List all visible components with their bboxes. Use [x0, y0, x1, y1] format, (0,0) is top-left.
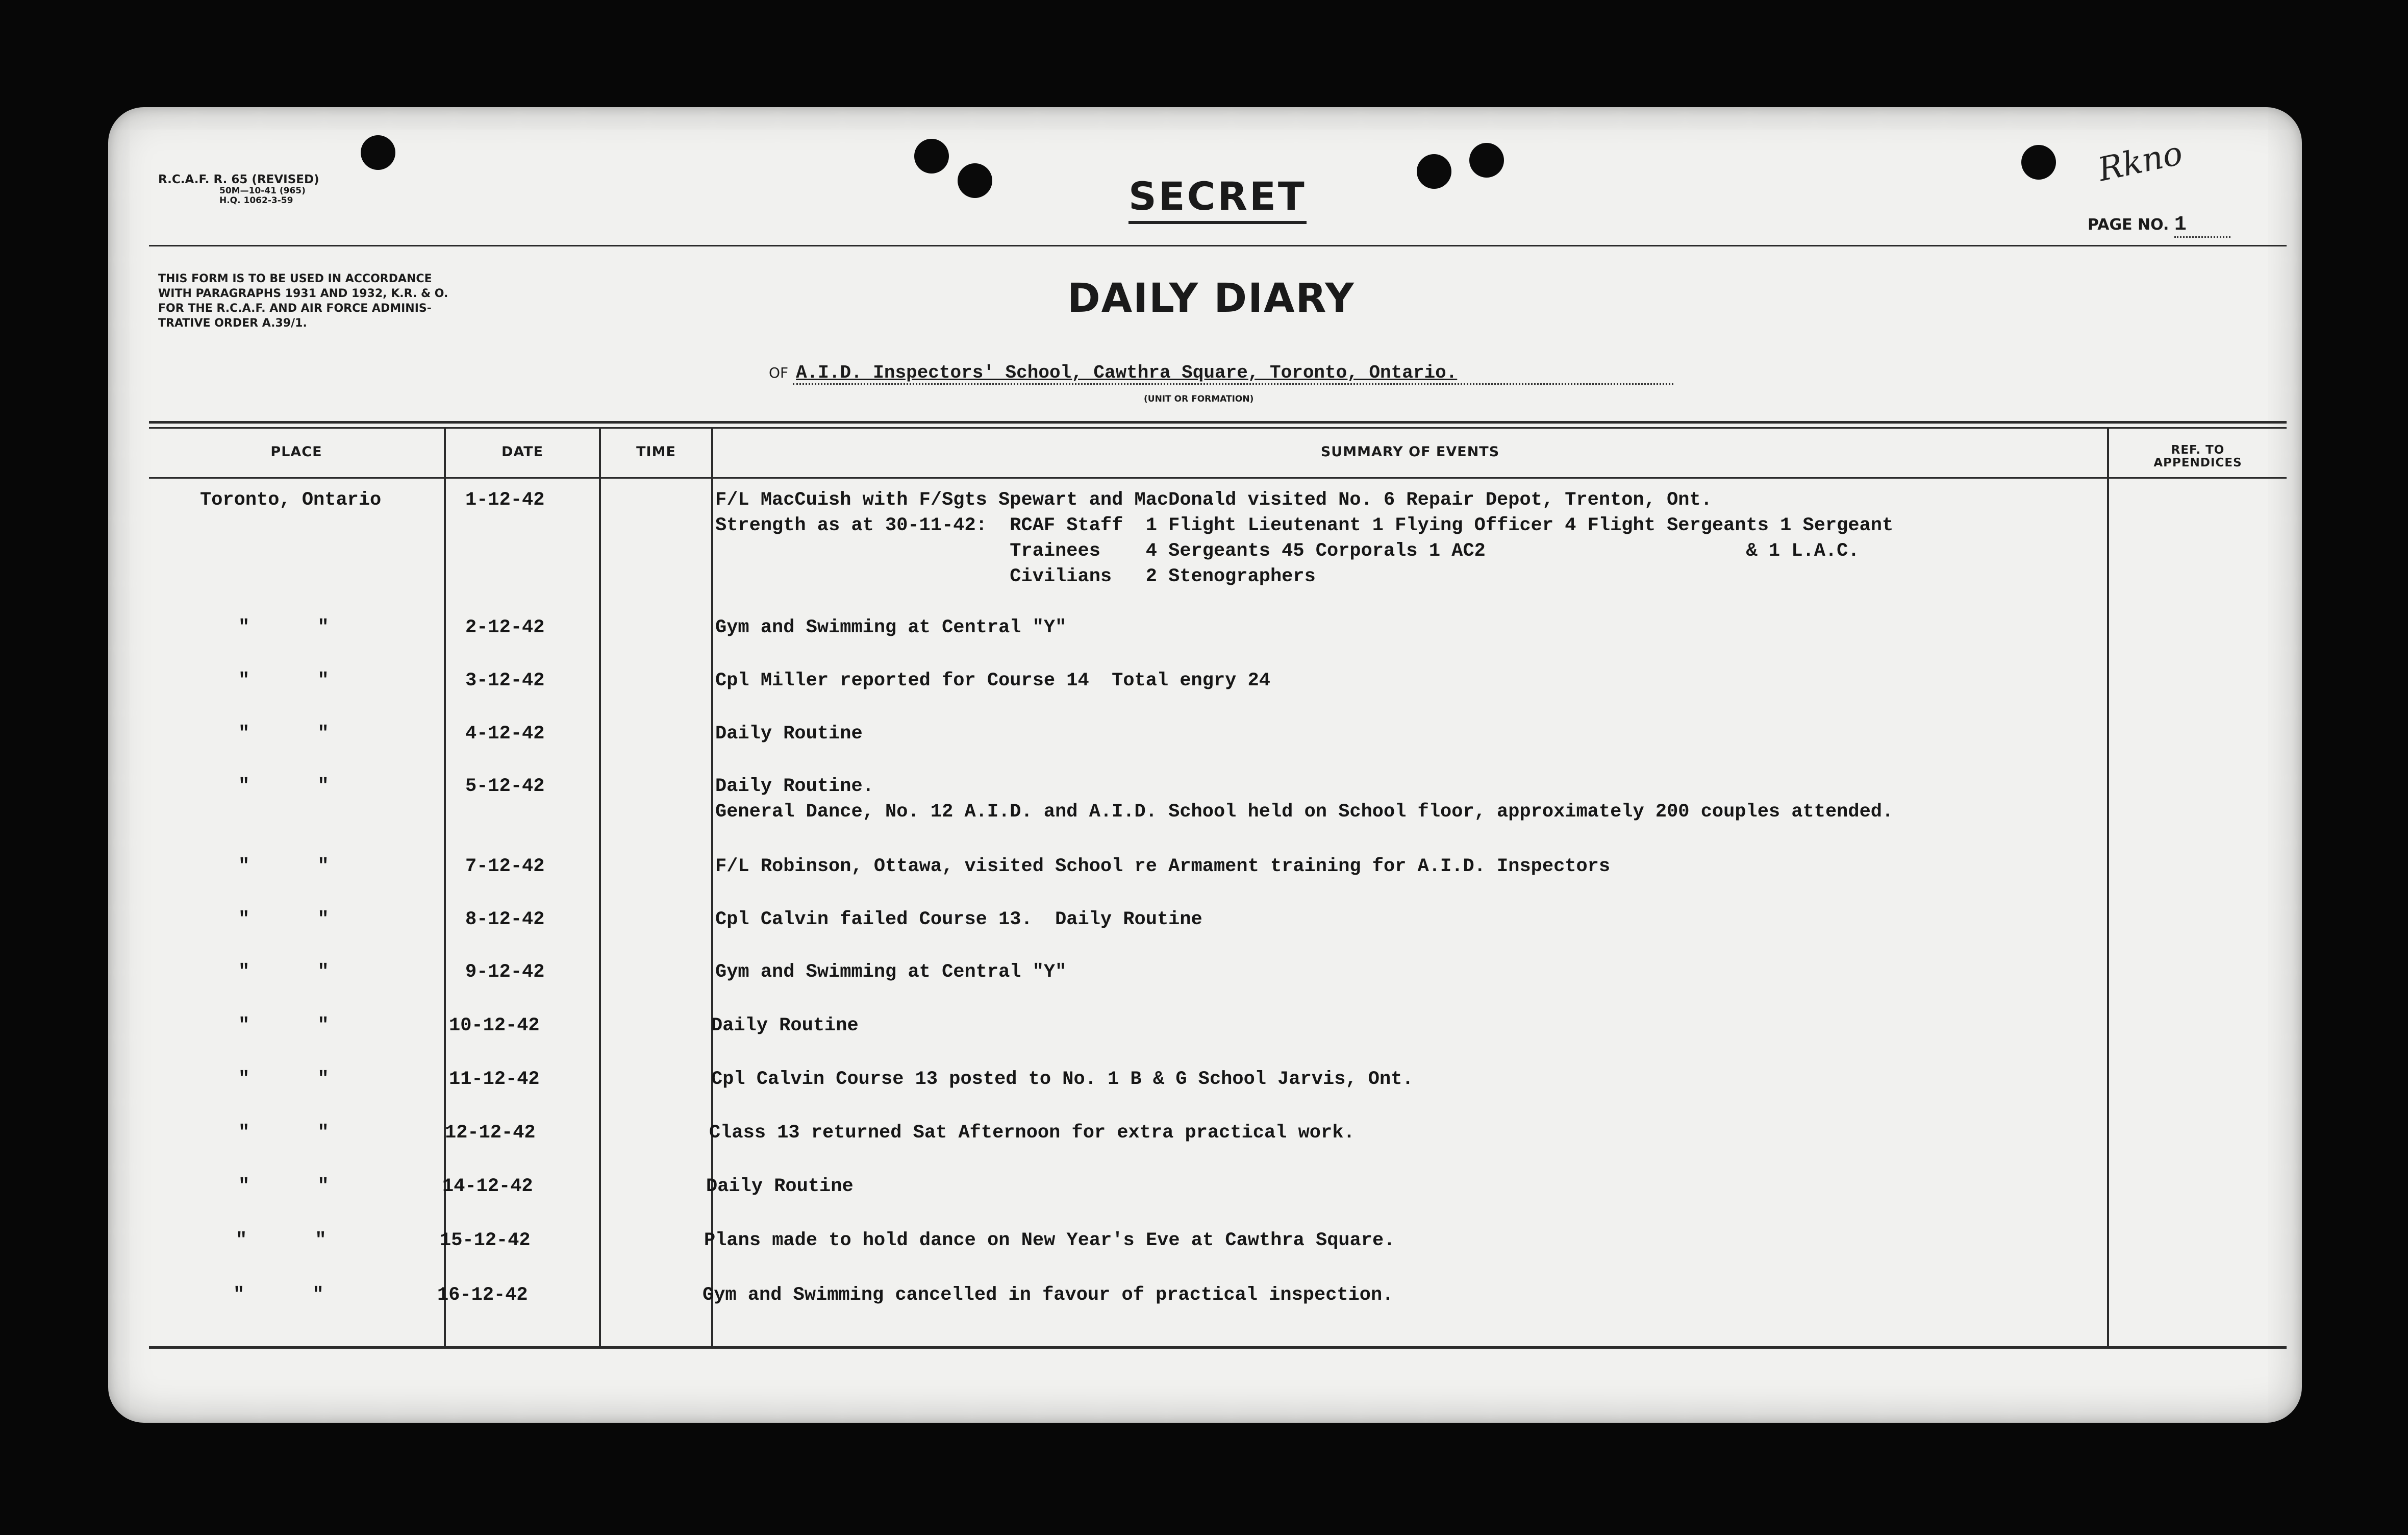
column-divider: [711, 429, 713, 1346]
entry-place: " ": [238, 909, 329, 930]
entry-place: " ": [238, 1176, 329, 1197]
entry-place: " ": [233, 1284, 324, 1306]
entry-summary: Cpl Calvin Course 13 posted to No. 1 B & G School Jarvis, Ont.: [711, 1069, 1414, 1090]
entry-date: 16-12-42: [437, 1284, 528, 1306]
column-header-date: DATE: [501, 444, 544, 460]
entry-place: " ": [238, 1015, 329, 1036]
entry-summary: Gym and Swimming at Central "Y": [715, 961, 1067, 983]
entry-summary: Trainees 4 Sergeants 45 Corporals 1 AC2 & 1 L.A.C.: [715, 540, 1860, 562]
entry-summary: F/L Robinson, Ottawa, visited School re Armament training for A.I.D. Inspectors: [715, 856, 1611, 877]
entry-place: " ": [238, 723, 329, 745]
entry-date: 3-12-42: [465, 670, 545, 691]
unit-name: A.I.D. Inspectors' School, Cawthra Square, Toronto, Ontario.: [793, 362, 1673, 385]
unit-line: OF A.I.D. Inspectors' School, Cawthra Square, Toronto, Ontario.: [769, 362, 1673, 385]
entry-summary: Plans made to hold dance on New Year's Eve at Cawthra Square.: [704, 1230, 1395, 1251]
column-divider: [2107, 429, 2109, 1346]
entry-place: " ": [238, 961, 329, 983]
table-bottom-rule: [149, 1346, 2287, 1349]
column-header-summary: SUMMARY OF EVENTS: [1320, 444, 1500, 460]
punch-hole: [2021, 145, 2056, 180]
entry-summary: Cpl Calvin failed Course 13. Daily Routine: [715, 909, 1202, 930]
entry-date: 8-12-42: [465, 909, 545, 930]
entry-date: 1-12-42: [465, 489, 545, 511]
column-divider: [599, 429, 601, 1346]
classification-heading: SECRET: [1128, 174, 1307, 224]
page-number: PAGE NO. 1: [2088, 213, 2230, 238]
entry-summary: Civilians 2 Stenographers: [715, 566, 1316, 587]
entry-place: " ": [238, 856, 329, 877]
entry-summary: Class 13 returned Sat Afternoon for extra practical work.: [709, 1122, 1355, 1144]
punch-hole: [361, 135, 395, 170]
entry-place: " ": [236, 1230, 327, 1251]
diary-card: [108, 107, 2302, 1423]
table-top-rule: [149, 427, 2287, 429]
entry-place: Toronto, Ontario: [200, 489, 382, 511]
page-title: DAILY DIARY: [1067, 276, 1355, 321]
punch-hole: [914, 139, 949, 174]
punch-hole: [1469, 143, 1504, 178]
entry-date: 2-12-42: [465, 617, 545, 638]
entry-date: 10-12-42: [449, 1015, 540, 1036]
entry-summary: Daily Routine: [706, 1176, 854, 1197]
entry-date: 9-12-42: [465, 961, 545, 983]
entry-summary: Daily Routine: [711, 1015, 859, 1036]
entry-summary: Cpl Miller reported for Course 14 Total engry 24: [715, 670, 1270, 691]
form-identifier: R.C.A.F. R. 65 (REVISED) 50M—10-41 (965) H.Q. 1062-3-59: [158, 173, 319, 206]
entry-summary: Gym and Swimming at Central "Y": [715, 617, 1067, 638]
entry-date: 12-12-42: [445, 1122, 536, 1144]
entry-place: " ": [238, 670, 329, 691]
entry-summary: F/L MacCuish with F/Sgts Spewart and MacDonald visited No. 6 Repair Depot, Trenton, Ont.: [715, 489, 1712, 511]
entry-date: 14-12-42: [442, 1176, 533, 1197]
column-divider: [444, 429, 446, 1346]
entry-place: " ": [238, 1069, 329, 1090]
punch-hole: [1417, 154, 1451, 189]
unit-caption: (UNIT OR FORMATION): [1144, 394, 1254, 404]
handwritten-initials: Rkno: [2095, 134, 2186, 189]
entry-date: 15-12-42: [440, 1230, 531, 1251]
entry-summary: Strength as at 30-11-42: RCAF Staff 1 Flight Lieutenant 1 Flying Officer 4 Flight Sergeants 1 Sergeant: [715, 515, 1894, 536]
header-rule: [149, 245, 2287, 246]
entry-date: 4-12-42: [465, 723, 545, 745]
form-instructions: THIS FORM IS TO BE USED IN ACCORDANCE WITH PARAGRAPHS 1931 AND 1932, K.R. & O. FOR THE R.C.A.F. AND AIR FORCE ADMINIS- TRATIVE ORDER A.39/1.: [158, 273, 448, 330]
entry-place: " ": [238, 776, 329, 797]
entry-summary: Daily Routine: [715, 723, 863, 745]
entry-date: 5-12-42: [465, 776, 545, 797]
entry-summary: Gym and Swimming cancelled in favour of practical inspection.: [703, 1284, 1394, 1306]
punch-hole: [958, 163, 992, 198]
table-top-rule: [149, 421, 2287, 424]
entry-date: 11-12-42: [449, 1069, 540, 1090]
entry-place: " ": [238, 617, 329, 638]
column-header-rule: [149, 477, 2287, 479]
column-header-place: PLACE: [270, 444, 322, 460]
entry-summary: General Dance, No. 12 A.I.D. and A.I.D. School held on School floor, approximately 200 couples attended.: [715, 801, 1894, 823]
entry-summary: Daily Routine.: [715, 776, 874, 797]
entry-place: " ": [238, 1122, 329, 1144]
column-header-time: TIME: [636, 444, 676, 460]
entry-date: 7-12-42: [465, 856, 545, 877]
column-header-appendices: REF. TO APPENDICES: [2153, 443, 2242, 470]
